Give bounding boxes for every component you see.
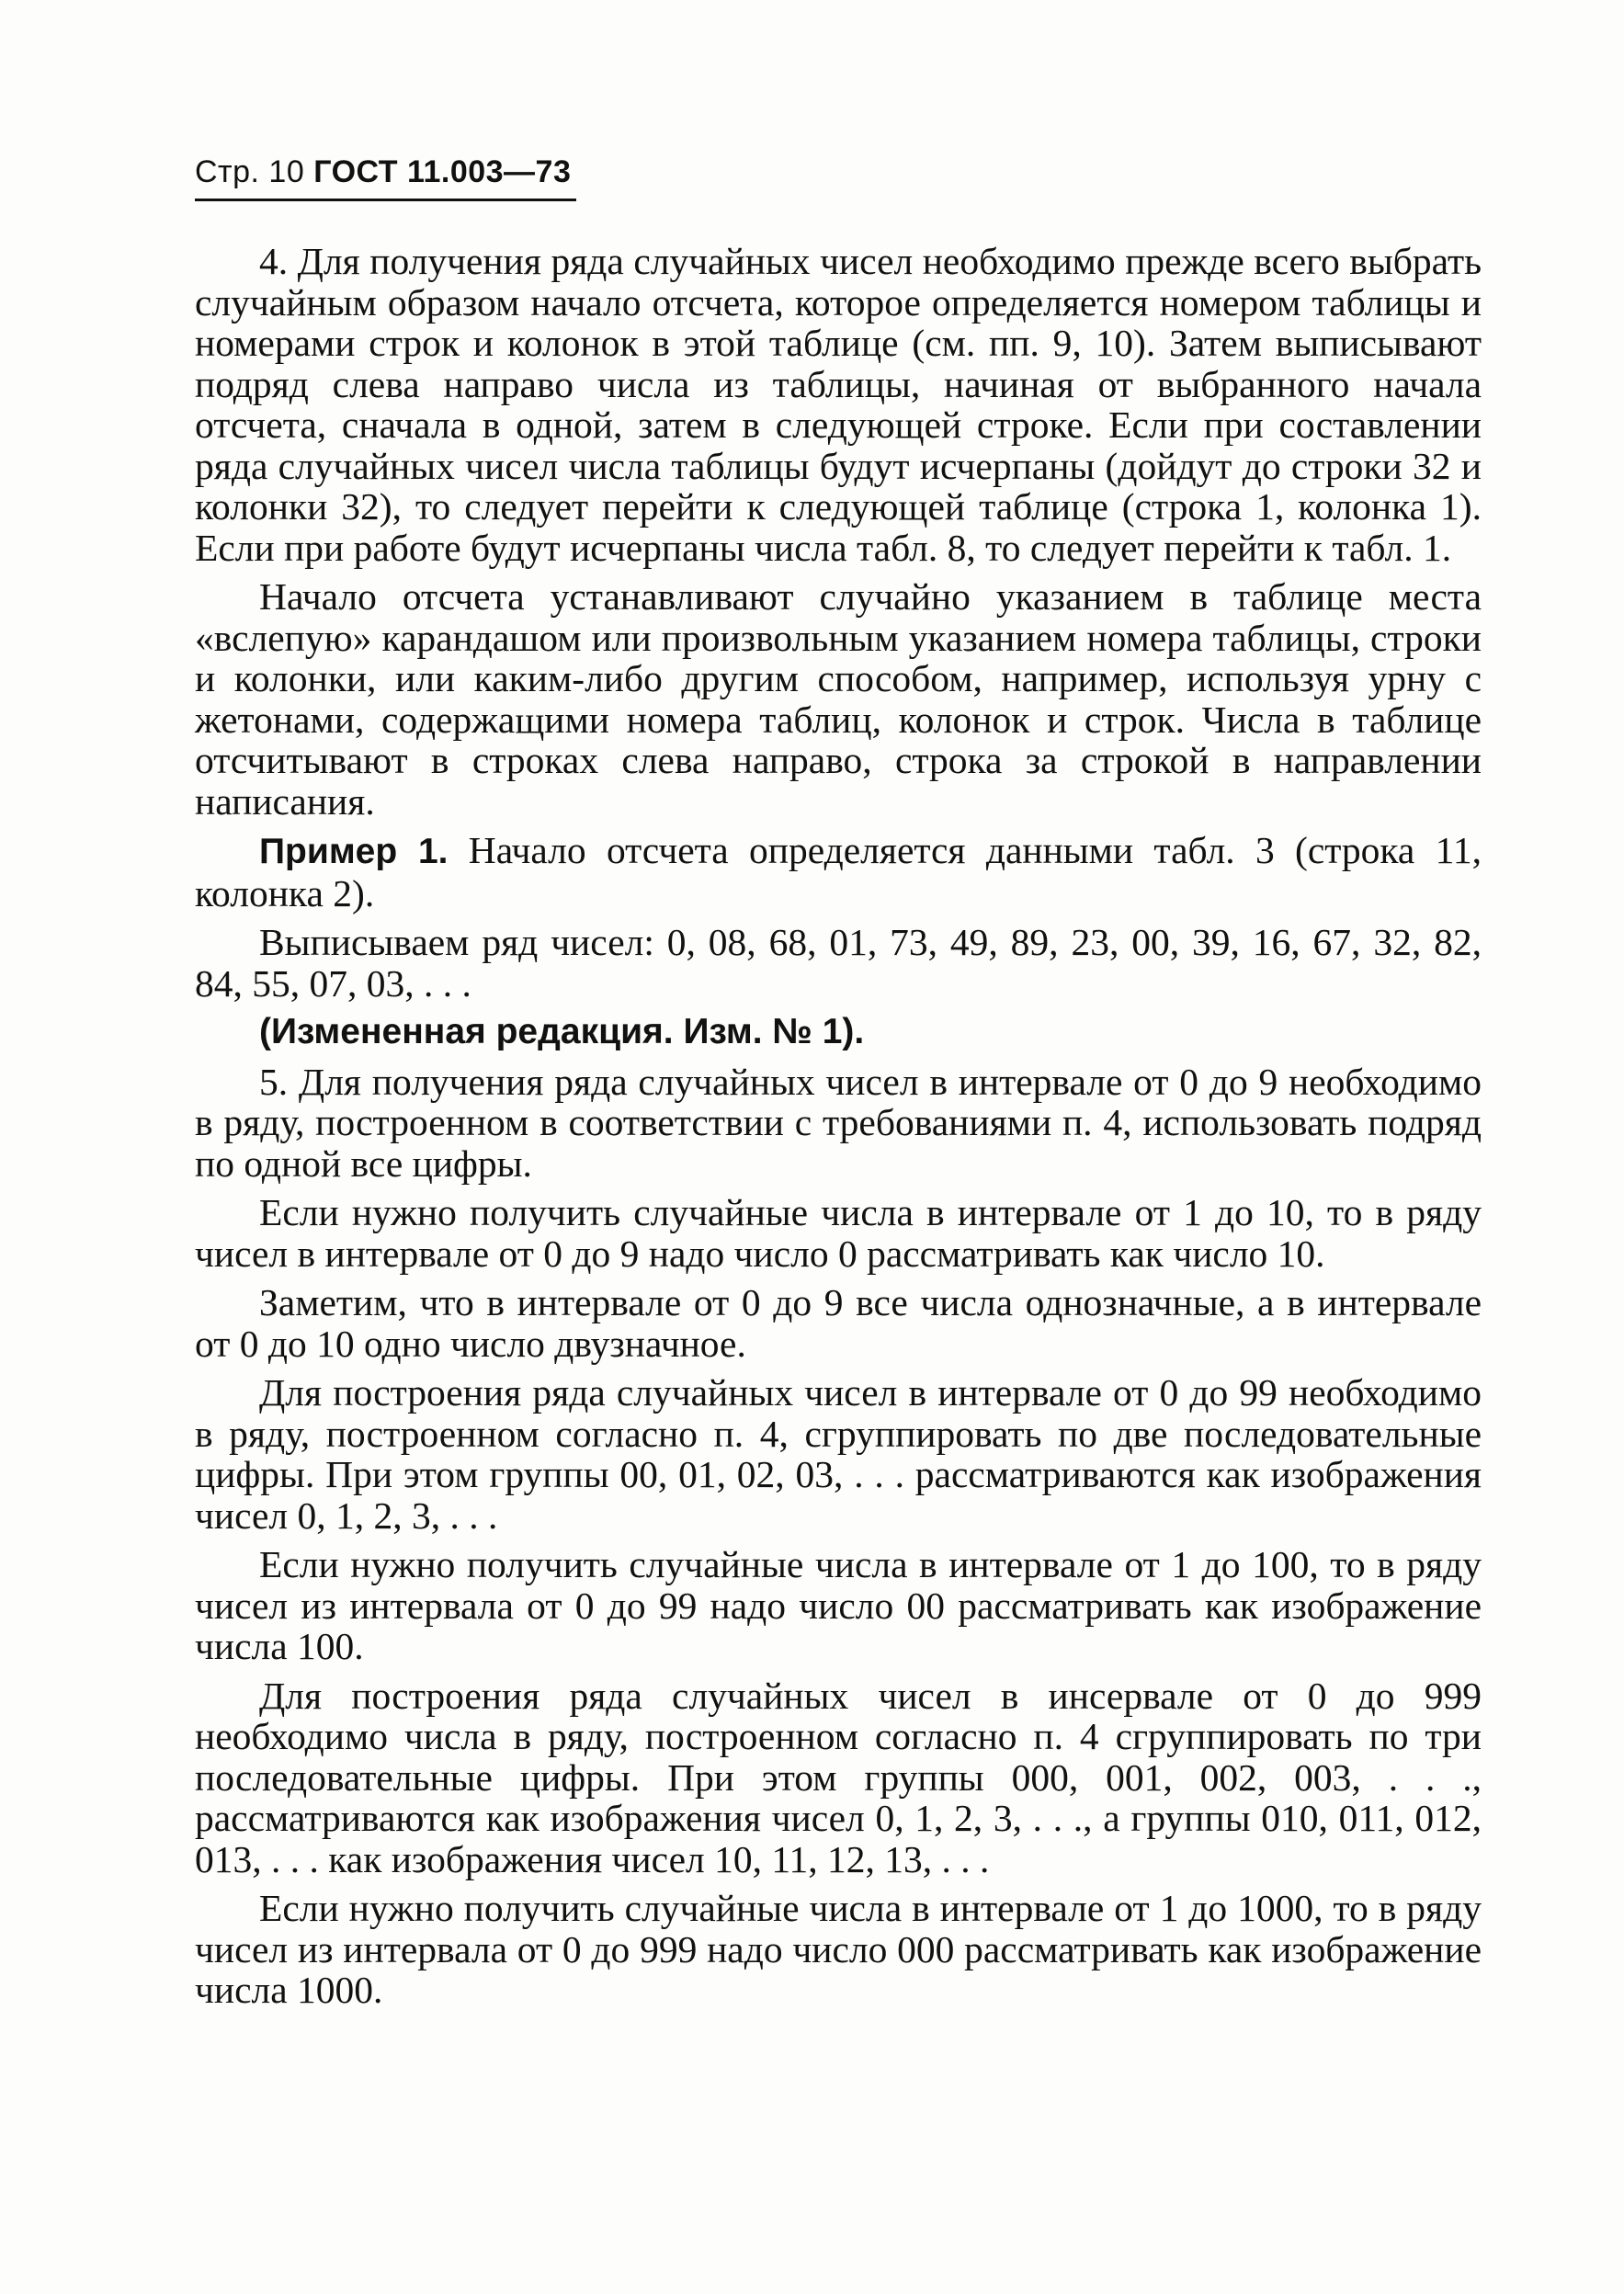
paragraph-interval-1-10: Если нужно получить случайные числа в интервале от 1 до 10, то в ряду чисел в интервале от 0 до 9 надо число 0 рассматривать как число 10.: [195, 1191, 1482, 1275]
page-header: [195, 154, 571, 190]
paragraph-interval-1-100: Если нужно получить случайные числа в интервале от 1 до 100, то в ряду чисел из интервала от 0 до 99 надо число 00 рассматривать как изображение числа 100.: [195, 1543, 1482, 1667]
paragraph-interval-1-1000: Если нужно получить случайные числа в интервале от 1 до 1000, то в ряду чисел из интервала от 0 до 999 надо число 000 рассматривать как изображение числа 1000.: [195, 1887, 1482, 2011]
page-number: Стр. 10: [195, 154, 305, 189]
standard-designation: ГОСТ 11.003—73: [313, 154, 572, 189]
paragraph-example-1: [195, 830, 1482, 914]
paragraph-interval-0-999: Для построения ряда случайных чисел в инсервале от 0 до 999 необходимо числа в ряду, построенном согласно п. 4 сгруппировать по три последовательные цифры. При этом группы 000, 001, 002, 003, . . ., рассматриваются как изображения чисел 0, 1, 2, 3, . . ., а группы 010, 011, 012, 013, . . . как изображения чисел 10, 11, 12, 13, . . .: [195, 1674, 1482, 1880]
paragraph-note-digits: Заметим, что в интервале от 0 до 9 все числа однозначные, а в интервале от 0 до 10 одно число двузначное.: [195, 1281, 1482, 1365]
paragraph-item-5: 5. Для получения ряда случайных чисел в интервале от 0 до 9 необходимо в ряду, построенном в соответствии с требованиями п. 4, использовать подряд по одной все цифры.: [195, 1060, 1482, 1185]
paragraph-interval-0-99: Для построения ряда случайных чисел в интервале от 0 до 99 необходимо в ряду, построенном согласно п. 4, сгруппировать по две последовательные цифры. При этом группы 00, 01, 02, 03, . . . рассматриваются как изображения чисел 0, 1, 2, 3, . . .: [195, 1371, 1482, 1537]
paragraph-start-point: Начало отсчета устанавливают случайно указанием в таблице места «вслепую» карандашом или произвольным указанием номера таблицы, строки и колонки, или каким-либо другим способом, например, используя урну с жетонами, содержащими номера таблиц, колонок и строк. Числа в таблице отсчитывают в строках слева направо, строка за строкой в направлении написания.: [195, 575, 1482, 823]
paragraph-number-series: Выписываем ряд чисел: 0, 08, 68, 01, 73, 49, 89, 23, 00, 39, 16, 67, 32, 82, 84, 55, 07, 03, . . .: [195, 921, 1482, 1005]
amendment-note: (Измененная редакция. Изм. № 1).: [259, 1012, 865, 1051]
document-body: [195, 241, 1482, 2011]
paragraph-item-4: 4. Для получения ряда случайных чисел необходимо прежде всего выбрать случайным образом начало отсчета, которое определяется номером таблицы и номерами строк и колонок в этой таблице (см. пп. 9, 10). Затем выписывают подряд слева направо числа из таблицы, начиная от выбранного начала отсчета, сначала в одной, затем в следующей строке. Если при составлении ряда случайных чисел числа таблицы будут исчерпаны (дойдут до строки 32 и колонки 32), то следует перейти к следующей таблице (строка 1, колонка 1). Если при работе будут исчерпаны числа табл. 8, то следует перейти к табл. 1.: [195, 240, 1482, 569]
example-text: Начало отсчета определяется данными табл. 3 (строка 11, колонка 2).: [195, 829, 1482, 914]
example-lead: Пример 1.: [259, 832, 449, 871]
header-rule: [195, 199, 576, 201]
